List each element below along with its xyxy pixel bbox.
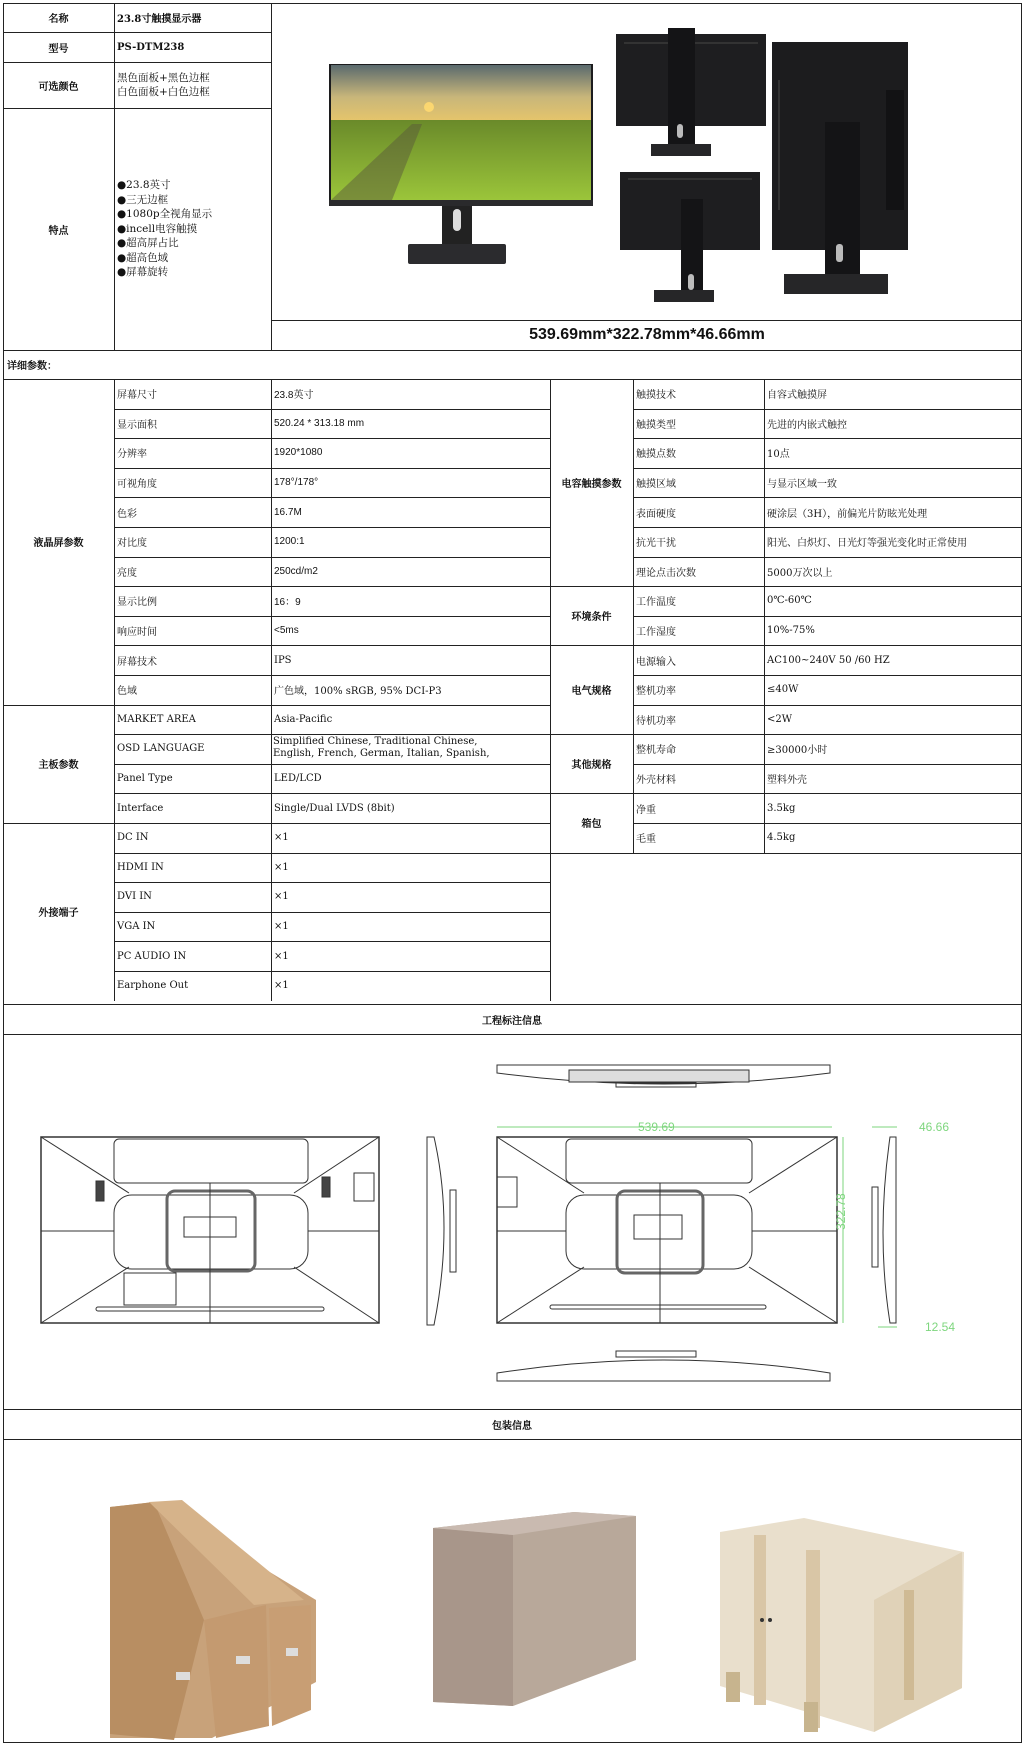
packaging-photos (4, 1440, 1020, 1740)
spec-key: 触摸点数 (636, 449, 676, 461)
spec-value: 0℃-60℃ (767, 595, 812, 607)
spec-key: VGA IN (117, 921, 156, 933)
spec-key: 工作温度 (636, 597, 676, 609)
dimensions-caption: 539.69mm*322.78mm*46.66mm (529, 326, 765, 343)
spec-key: 色彩 (117, 508, 137, 520)
spec-key: 表面硬度 (636, 508, 676, 520)
dim-thin-label: 12.54 (925, 1320, 956, 1334)
monitor-back-image (616, 28, 766, 156)
spec-value: Simplified Chinese, Traditional Chinese, English, French, German, Italian, Spanish, (273, 736, 490, 760)
spec-key: 外壳材料 (636, 775, 676, 787)
spec-key: 亮度 (117, 567, 137, 579)
drawing-bottom-view (497, 1351, 830, 1381)
spec-value: Single/Dual LVDS (8bit) (274, 802, 395, 814)
spec-value: 178°/178° (274, 477, 319, 489)
feature-item: ●23.8英寸 (117, 179, 171, 191)
spec-value: 先进的内嵌式触控 (767, 419, 847, 431)
spec-value: 1200:1 (274, 536, 305, 548)
spec-key: 触摸类型 (636, 419, 676, 431)
spec-value: 520.24 * 313.18 mm (274, 417, 365, 429)
spec-key: OSD LANGUAGE (117, 743, 205, 755)
spec-value: 5000万次以上 (767, 567, 833, 579)
spec-value: 250cd/m2 (274, 565, 318, 577)
spec-key: MARKET AREA (117, 713, 196, 725)
drawing-side-view (427, 1137, 456, 1325)
dim-depth-label: 46.66 (919, 1120, 950, 1134)
spec-group-label: 环境条件 (571, 612, 612, 624)
spec-key: 毛重 (636, 834, 656, 846)
value-colors (117, 71, 210, 99)
spec-value: 3.5kg (767, 802, 796, 814)
spec-key: 显示面积 (117, 419, 157, 431)
spec-value: ×1 (274, 980, 289, 992)
spec-key: DC IN (117, 832, 149, 844)
spec-value: 16.7M (274, 506, 302, 518)
spec-value: 10%-75% (767, 625, 815, 637)
color-option: 黑色面板+黑色边框 (117, 72, 210, 84)
spec-value: 与显示区域一致 (767, 479, 837, 491)
value-model: PS-DTM238 (117, 41, 185, 53)
label-name: 名称 (48, 14, 69, 25)
spec-key: Interface (117, 802, 164, 814)
spec-value: ≥30000小时 (767, 745, 828, 757)
carton-boxes-image (110, 1500, 316, 1740)
spec-key: PC AUDIO IN (117, 950, 187, 962)
spec-group-label: 外接端子 (38, 908, 79, 920)
color-option: 白色面板+白色边框 (117, 86, 210, 98)
spec-key: 对比度 (117, 538, 147, 550)
detail-title: 详细参数： (7, 361, 57, 372)
spec-key: 抗光干扰 (636, 538, 676, 550)
spec-value: ×1 (274, 891, 289, 903)
dim-width-label: 539.69 (638, 1120, 675, 1134)
label-colors: 可选颜色 (38, 81, 79, 93)
spec-key: 触摸区域 (636, 479, 676, 491)
spec-key: 工作湿度 (636, 627, 676, 639)
spec-group-label: 其他规格 (571, 760, 612, 772)
spec-key: 触摸技术 (636, 390, 676, 402)
spec-value: 10点 (767, 449, 790, 461)
drawing-top-view (497, 1065, 830, 1087)
engineering-title: 工程标注信息 (482, 1015, 542, 1027)
spec-key: 分辨率 (117, 449, 147, 461)
spec-key: 净重 (636, 804, 656, 816)
spec-value: 23.8英寸 (274, 390, 314, 402)
spec-value: 广色域，100% sRGB, 95% DCI-P3 (274, 686, 442, 698)
spec-value: IPS (274, 654, 292, 666)
value-name: 23.8寸触摸显示器 (117, 14, 202, 25)
spec-key: 理论点击次数 (636, 567, 696, 579)
monitor-front-image (329, 64, 593, 264)
spec-key: DVI IN (117, 891, 152, 903)
spec-value: ≤40W (767, 684, 799, 696)
spec-key: 色域 (117, 686, 137, 698)
spec-key: 可视角度 (117, 479, 157, 491)
spec-value: ×1 (274, 921, 289, 933)
monitor-back-low-image (620, 172, 760, 302)
spec-value: 阳光、白炽灯、日光灯等强光变化时正常使用 (767, 538, 967, 550)
drawing-dimensioned-view (497, 1137, 837, 1323)
spec-group-label: 液晶屏参数 (33, 538, 84, 550)
drawing-back-view (41, 1137, 379, 1323)
engineering-drawing (4, 1035, 1020, 1409)
spec-value: LED/LCD (274, 773, 322, 785)
spec-value: ×1 (274, 832, 289, 844)
spec-group-label: 箱包 (581, 819, 602, 831)
spec-key: 待机功率 (636, 715, 676, 727)
spec-value: 塑料外壳 (767, 775, 807, 787)
packaging-title: 包装信息 (492, 1420, 532, 1432)
drawing-side-view-right (872, 1137, 896, 1323)
feature-item: ●incell电容触摸 (117, 222, 198, 235)
spec-key: Earphone Out (117, 980, 189, 992)
feature-item: ●超高色域 (117, 251, 169, 264)
spec-value: 1920*1080 (274, 447, 323, 459)
feature-item: ●1080p全视角显示 (117, 208, 213, 220)
spec-value: 4.5kg (767, 832, 796, 844)
feature-list (117, 178, 212, 280)
spec-value: 硬涂层（3H），前偏光片防眩光处理 (767, 508, 928, 520)
spec-group-label: 主板参数 (38, 760, 79, 772)
feature-item: ●屏幕旋转 (117, 266, 169, 278)
spec-key: 屏幕技术 (117, 656, 157, 668)
dim-height-label: 322.78 (834, 1193, 848, 1230)
spec-key: HDMI IN (117, 861, 164, 873)
feature-item: ●超高屏占比 (117, 237, 179, 249)
spec-value: <5ms (274, 625, 299, 637)
spec-key: 整机寿命 (636, 745, 676, 757)
spec-value: ×1 (274, 950, 289, 962)
spec-value: Asia-Pacific (274, 713, 333, 725)
monitor-portrait-image (772, 42, 908, 294)
spec-value: <2W (767, 713, 793, 725)
spec-key: 屏幕尺寸 (117, 390, 157, 402)
label-model: 型号 (48, 43, 69, 55)
spec-key: 电源输入 (636, 656, 676, 668)
spec-key: Panel Type (117, 773, 173, 785)
spec-key: 响应时间 (117, 627, 157, 639)
spec-key: 整机功率 (636, 686, 676, 698)
spec-value: AC100~240V 50 /60 HZ (767, 654, 890, 666)
wooden-crate-image (720, 1518, 964, 1732)
feature-item: ●三无边框 (117, 193, 169, 206)
spec-group-label: 电容触摸参数 (561, 479, 622, 491)
spec-value: ×1 (274, 861, 289, 873)
spec-value: 自容式触摸屏 (767, 390, 827, 402)
product-photos (272, 4, 1020, 319)
spec-key: 显示比例 (117, 597, 157, 609)
spec-group-label: 电气规格 (571, 686, 612, 698)
plywood-case-image (433, 1512, 636, 1706)
spec-value: 16：9 (274, 597, 301, 609)
label-features: 特点 (48, 225, 69, 237)
